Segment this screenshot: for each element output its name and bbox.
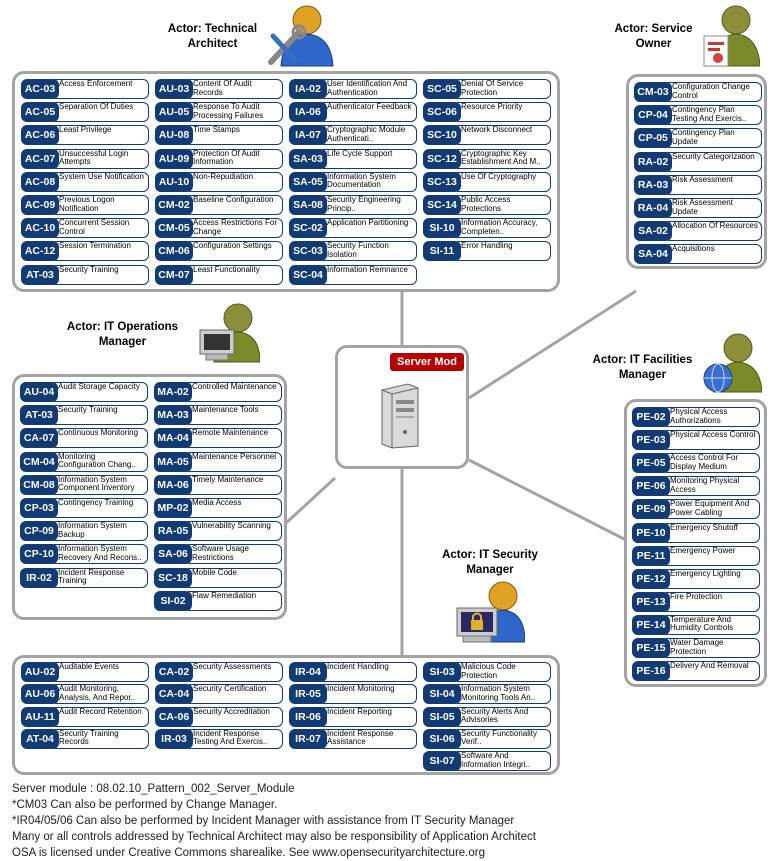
- control-title: Time Stamps: [189, 125, 283, 145]
- control-code: AC-12: [21, 241, 59, 261]
- control-code: SC-04: [289, 265, 327, 285]
- control-title: Security Engineering Princip..: [323, 195, 417, 215]
- control-code: SC-14: [423, 195, 461, 215]
- control-code: RA-05: [154, 521, 192, 541]
- control-title: Maintenance Tools: [188, 405, 282, 425]
- control-ca-04: [155, 684, 283, 704]
- control-ia-07: [289, 125, 417, 145]
- control-code: SC-02: [289, 218, 327, 238]
- control-code: RA-04: [634, 198, 672, 218]
- control-at-03: [20, 405, 148, 425]
- control-code: IR-05: [289, 684, 327, 704]
- control-code: CM-07: [155, 265, 193, 285]
- control-title: Mobile Code: [188, 568, 282, 588]
- control-title: Allocation Of Resources: [668, 221, 762, 241]
- control-code: CM-02: [155, 195, 193, 215]
- control-si-03: [423, 662, 551, 682]
- control-title: Network Disconnect: [457, 125, 551, 145]
- control-si-04: [423, 684, 551, 704]
- control-code: SC-06: [423, 102, 461, 122]
- control-code: CA-06: [155, 707, 193, 727]
- control-sa-06: [154, 544, 282, 564]
- note-ir: *IR04/05/06 Can also be performed by Incident Manager with assistance from IT Security Manager: [12, 815, 515, 827]
- control-au-02: [21, 662, 149, 682]
- control-code: AT-04: [21, 729, 59, 749]
- control-code: SA-06: [154, 544, 192, 564]
- control-au-03: [155, 79, 283, 99]
- control-code: AU-08: [155, 125, 193, 145]
- it-operations-person-icon: [198, 300, 260, 364]
- control-ac-03: [21, 79, 149, 99]
- control-ac-12: [21, 241, 149, 261]
- control-code: AU-09: [155, 149, 193, 169]
- control-ir-03: [155, 729, 283, 749]
- control-code: PE-09: [632, 499, 670, 519]
- actor-title-it-operations: Actor: IT Operations Manager: [66, 321, 179, 348]
- control-code: RA-02: [634, 152, 672, 172]
- control-title: Security Categorization: [668, 152, 762, 172]
- control-code: AU-03: [155, 79, 193, 99]
- control-code: AU-04: [20, 382, 58, 402]
- control-code: AT-03: [20, 405, 58, 425]
- control-title: Least Privilege: [55, 125, 149, 145]
- control-title: Auditable Events: [55, 662, 149, 682]
- control-title: Incident Response Testing And Exercis..: [189, 729, 283, 749]
- control-pe-06: [632, 476, 760, 496]
- control-cp-10: [20, 544, 148, 564]
- control-sc-18: [154, 568, 282, 588]
- control-au-08: [155, 125, 283, 145]
- control-code: AC-05: [21, 102, 59, 122]
- control-title: Power Equipment And Power Cabling: [666, 499, 760, 519]
- control-code: SI-04: [423, 684, 461, 704]
- control-title: Vulnerability Scanning: [188, 521, 282, 541]
- control-title: Security Accreditation: [189, 707, 283, 727]
- control-code: MP-02: [154, 498, 192, 518]
- control-code: AC-07: [21, 149, 59, 169]
- control-title: Information Accuracy, Completen..: [457, 218, 551, 238]
- control-sc-06: [423, 102, 551, 122]
- control-title: Concurrent Session Control: [55, 218, 149, 238]
- control-title: Temperature And Humidity Controls: [666, 615, 760, 635]
- control-code: SC-13: [423, 172, 461, 192]
- control-code: IA-06: [289, 102, 327, 122]
- control-ac-05: [21, 102, 149, 122]
- control-title: Incident Reporting: [323, 707, 417, 727]
- control-si-05: [423, 707, 551, 727]
- control-title: Non-Repudiation: [189, 172, 283, 192]
- control-ma-06: [154, 475, 282, 495]
- control-code: PE-05: [632, 453, 670, 473]
- actor-title-it-security: Actor: IT Security Manager: [442, 549, 538, 576]
- control-code: MA-06: [154, 475, 192, 495]
- control-title: Access Restrictions For Change: [189, 218, 283, 238]
- control-cm-06: [155, 241, 283, 261]
- control-au-05: [155, 102, 283, 122]
- control-title: Audit Record Retention: [55, 707, 149, 727]
- control-title: Unsuccessful Login Attempts: [55, 149, 149, 169]
- control-code: CA-04: [155, 684, 193, 704]
- control-title: Session Termination: [55, 241, 149, 261]
- control-code: CM-06: [155, 241, 193, 261]
- control-code: PE-16: [632, 661, 670, 681]
- control-ra-05: [154, 521, 282, 541]
- control-code: CP-09: [20, 521, 58, 541]
- control-title: Emergency Lighting: [666, 569, 760, 589]
- server-icon: [378, 382, 422, 450]
- control-ma-05: [154, 452, 282, 472]
- control-code: AC-08: [21, 172, 59, 192]
- control-sa-08: [289, 195, 417, 215]
- control-code: CA-07: [20, 428, 58, 448]
- control-code: IR-04: [289, 662, 327, 682]
- control-ca-02: [155, 662, 283, 682]
- control-sc-03: [289, 241, 417, 261]
- control-code: CP-03: [20, 498, 58, 518]
- control-code: PE-11: [632, 546, 670, 566]
- control-title: Access Enforcement: [55, 79, 149, 99]
- control-title: Response To Audit Processing Failures: [189, 102, 283, 122]
- control-title: Malicious Code Protection: [457, 662, 551, 682]
- control-code: AC-06: [21, 125, 59, 145]
- control-title: Physical Access Authorizations: [666, 407, 760, 427]
- control-title: Baseline Configuration: [189, 195, 283, 215]
- control-title: System Use Notification: [55, 172, 149, 192]
- control-sc-05: [423, 79, 551, 99]
- control-sa-02: [634, 221, 762, 241]
- control-code: MA-02: [154, 382, 192, 402]
- control-title: Risk Assessment Update: [668, 198, 762, 218]
- it-security-person-icon: [455, 578, 525, 646]
- control-code: PE-03: [632, 430, 670, 450]
- control-code: PE-12: [632, 569, 670, 589]
- control-ma-04: [154, 428, 282, 448]
- control-title: Security Certification: [189, 684, 283, 704]
- control-title: Application Partitioning: [323, 218, 417, 238]
- control-mp-02: [154, 498, 282, 518]
- control-code: RA-03: [634, 175, 672, 195]
- control-title: Fire Protection: [666, 592, 760, 612]
- control-sa-05: [289, 172, 417, 192]
- actor-title-technical-architect: Actor: Technical Architect: [167, 23, 258, 50]
- control-code: SI-02: [154, 591, 192, 611]
- control-si-02: [154, 591, 282, 611]
- control-title: Monitoring Configuration Chang..: [54, 452, 148, 472]
- control-title: Software Usage Restrictions: [188, 544, 282, 564]
- control-ac-09: [21, 195, 149, 215]
- control-ia-02: [289, 79, 417, 99]
- technical-architect-panel: [12, 71, 560, 292]
- control-sc-12: [423, 149, 551, 169]
- control-ca-06: [155, 707, 283, 727]
- server-module-title: Server Mod: [390, 353, 464, 371]
- control-code: SC-05: [423, 79, 461, 99]
- control-ir-06: [289, 707, 417, 727]
- control-ra-03: [634, 175, 762, 195]
- control-ac-06: [21, 125, 149, 145]
- control-title: Security Functionality Verif..: [457, 729, 551, 749]
- control-au-11: [21, 707, 149, 727]
- control-title: Controlled Maintenance: [188, 382, 282, 402]
- control-ir-07: [289, 729, 417, 749]
- service-owner-panel: [626, 74, 767, 269]
- control-code: AT-03: [21, 265, 59, 285]
- control-cp-09: [20, 521, 148, 541]
- technical-architect-person-icon: [265, 2, 335, 68]
- it-operations-panel: [12, 374, 287, 620]
- control-title: Configuration Settings: [189, 241, 283, 261]
- control-title: Incident Response Assistance: [323, 729, 417, 749]
- control-title: Information System Monitoring Tools An..: [457, 684, 551, 704]
- control-code: PE-14: [632, 615, 670, 635]
- control-title: Physical Access Control: [666, 430, 760, 450]
- control-title: User Identification And Authentication: [323, 79, 417, 99]
- control-code: AU-11: [21, 707, 59, 727]
- control-code: SA-03: [289, 149, 327, 169]
- control-pe-02: [632, 407, 760, 427]
- control-si-11: [423, 241, 551, 261]
- control-title: Denial Of Service Protection: [457, 79, 551, 99]
- control-title: Information Remnance: [323, 265, 417, 285]
- control-title: Resource Priority: [457, 102, 551, 122]
- control-title: Information System Component Inventory: [54, 475, 148, 495]
- control-ir-02: [20, 568, 148, 588]
- control-title: Audit Storage Capacity: [54, 382, 148, 402]
- control-code: PE-02: [632, 407, 670, 427]
- control-code: SI-03: [423, 662, 461, 682]
- control-cm-05: [155, 218, 283, 238]
- control-ia-06: [289, 102, 417, 122]
- control-title: Use Of Cryptography: [457, 172, 551, 192]
- control-title: Flaw Remediation: [188, 591, 282, 611]
- control-cm-02: [155, 195, 283, 215]
- control-title: Least Functionality: [189, 265, 283, 285]
- control-ac-07: [21, 149, 149, 169]
- control-code: SC-10: [423, 125, 461, 145]
- control-title: Separation Of Duties: [55, 102, 149, 122]
- control-ac-10: [21, 218, 149, 238]
- control-code: AC-10: [21, 218, 59, 238]
- it-facilities-panel: [624, 399, 767, 687]
- control-si-10: [423, 218, 551, 238]
- actor-title-it-facilities: Actor: IT Facilities Manager: [592, 354, 693, 381]
- control-title: Risk Assessment: [668, 175, 762, 195]
- control-ma-02: [154, 382, 282, 402]
- control-title: Incident Handling: [323, 662, 417, 682]
- control-code: IA-07: [289, 125, 327, 145]
- control-title: Public Access Protections: [457, 195, 551, 215]
- control-title: Timely Maintenance: [188, 475, 282, 495]
- control-title: Media Access: [188, 498, 282, 518]
- control-ir-04: [289, 662, 417, 682]
- control-title: Security Alerts And Advisories: [457, 707, 551, 727]
- control-title: Protection Of Audit Information: [189, 149, 283, 169]
- control-code: CA-02: [155, 662, 193, 682]
- control-code: SI-10: [423, 218, 461, 238]
- control-au-09: [155, 149, 283, 169]
- control-title: Contingency Plan Update: [668, 128, 762, 148]
- control-code: SI-05: [423, 707, 461, 727]
- control-title: Security Training Records: [55, 729, 149, 749]
- control-code: AU-05: [155, 102, 193, 122]
- control-pe-13: [632, 592, 760, 612]
- control-code: IR-07: [289, 729, 327, 749]
- control-title: Incident Monitoring: [323, 684, 417, 704]
- it-security-panel: [12, 655, 560, 775]
- control-code: SC-18: [154, 568, 192, 588]
- control-code: SI-07: [423, 751, 461, 771]
- control-title: Security Training: [55, 265, 149, 285]
- note-cm03: *CM03 Can also be performed by Change Manager.: [12, 799, 278, 811]
- control-ra-04: [634, 198, 762, 218]
- control-au-04: [20, 382, 148, 402]
- control-title: Contingency Plan Testing And Exercis..: [668, 105, 762, 125]
- control-title: Error Handling: [457, 241, 551, 261]
- control-code: CP-05: [634, 128, 672, 148]
- control-code: PE-15: [632, 638, 670, 658]
- control-cm-08: [20, 475, 148, 495]
- control-pe-14: [632, 615, 760, 635]
- control-code: CP-04: [634, 105, 672, 125]
- control-code: IR-06: [289, 707, 327, 727]
- control-code: PE-06: [632, 476, 670, 496]
- control-title: Maintenance Personnel: [188, 452, 282, 472]
- control-sa-03: [289, 149, 417, 169]
- control-ca-07: [20, 428, 148, 448]
- it-facilities-person-icon: [700, 330, 762, 394]
- control-title: Remote Maintenance: [188, 428, 282, 448]
- control-code: CM-03: [634, 82, 672, 102]
- control-cm-04: [20, 452, 148, 472]
- control-pe-05: [632, 453, 760, 473]
- control-code: IR-03: [155, 729, 193, 749]
- control-title: Software And Information Integri..: [457, 751, 551, 771]
- control-cm-07: [155, 265, 283, 285]
- control-title: Monitoring Physical Access: [666, 476, 760, 496]
- control-cm-03: [634, 82, 762, 102]
- control-code: MA-04: [154, 428, 192, 448]
- control-sc-13: [423, 172, 551, 192]
- control-title: Configuration Change Control: [668, 82, 762, 102]
- control-code: IA-02: [289, 79, 327, 99]
- control-sa-04: [634, 244, 762, 264]
- control-code: AU-10: [155, 172, 193, 192]
- control-sc-02: [289, 218, 417, 238]
- control-at-03: [21, 265, 149, 285]
- control-cp-04: [634, 105, 762, 125]
- control-title: Emergency Power: [666, 546, 760, 566]
- footnotes: [12, 781, 536, 861]
- control-ma-03: [154, 405, 282, 425]
- control-cp-05: [634, 128, 762, 148]
- control-title: Emergency Shutoff: [666, 523, 760, 543]
- control-title: Information System Backup: [54, 521, 148, 541]
- control-pe-03: [632, 430, 760, 450]
- control-title: Continuous Monitoring: [54, 428, 148, 448]
- control-pe-10: [632, 523, 760, 543]
- control-pe-11: [632, 546, 760, 566]
- control-code: SC-03: [289, 241, 327, 261]
- control-code: AC-09: [21, 195, 59, 215]
- control-code: CM-08: [20, 475, 58, 495]
- control-title: Authenticator Feedback: [323, 102, 417, 122]
- control-title: Contingency Training: [54, 498, 148, 518]
- control-pe-09: [632, 499, 760, 519]
- control-title: Cryptographic Module Authenticati..: [323, 125, 417, 145]
- control-title: Delivery And Removal: [666, 661, 760, 681]
- control-code: SI-06: [423, 729, 461, 749]
- service-owner-person-icon: [700, 2, 760, 68]
- control-title: Water Damage Protection: [666, 638, 760, 658]
- control-pe-16: [632, 661, 760, 681]
- control-sc-04: [289, 265, 417, 285]
- control-title: Acquisitions: [668, 244, 762, 264]
- control-title: Security Training: [54, 405, 148, 425]
- control-code: CP-10: [20, 544, 58, 564]
- control-au-10: [155, 172, 283, 192]
- control-title: Life Cycle Support: [323, 149, 417, 169]
- control-cp-03: [20, 498, 148, 518]
- control-code: MA-03: [154, 405, 192, 425]
- control-title: Access Control For Display Medium: [666, 453, 760, 473]
- control-pe-15: [632, 638, 760, 658]
- control-title: Security Function Isolation: [323, 241, 417, 261]
- control-sc-10: [423, 125, 551, 145]
- control-ac-08: [21, 172, 149, 192]
- control-code: PE-10: [632, 523, 670, 543]
- control-code: PE-13: [632, 592, 670, 612]
- note-license: OSA is licensed under Creative Commons sharealike. See www.opensecurityarchitecture.org: [12, 847, 485, 859]
- control-code: CM-05: [155, 218, 193, 238]
- control-code: SA-02: [634, 221, 672, 241]
- control-sc-14: [423, 195, 551, 215]
- control-title: Audit Monitoring, Analysis, And Repor..: [55, 684, 149, 704]
- control-title: Content Of Audit Records: [189, 79, 283, 99]
- control-at-04: [21, 729, 149, 749]
- control-pe-12: [632, 569, 760, 589]
- control-ir-05: [289, 684, 417, 704]
- note-server-module: Server module : 08.02.10_Pattern_002_Server_Module: [12, 783, 295, 795]
- control-title: Cryptographic Key Establishment And M..: [457, 149, 551, 169]
- control-au-06: [21, 684, 149, 704]
- control-code: SA-04: [634, 244, 672, 264]
- note-application-architect: Many or all controls addressed by Technical Architect may also be responsibility of Application Architect: [12, 831, 536, 843]
- control-ra-02: [634, 152, 762, 172]
- control-si-07: [423, 751, 551, 771]
- control-title: Previous Logon Notification: [55, 195, 149, 215]
- control-code: CM-04: [20, 452, 58, 472]
- control-title: Information System Documentation: [323, 172, 417, 192]
- control-code: SC-12: [423, 149, 461, 169]
- control-title: Incident Response Training: [54, 568, 148, 588]
- control-code: SA-05: [289, 172, 327, 192]
- server-module-box: [335, 345, 469, 469]
- control-code: AC-03: [21, 79, 59, 99]
- actor-title-service-owner: Actor: Service Owner: [614, 23, 693, 50]
- control-code: SA-08: [289, 195, 327, 215]
- control-code: SI-11: [423, 241, 461, 261]
- control-si-06: [423, 729, 551, 749]
- control-code: MA-05: [154, 452, 192, 472]
- control-title: Information System Recovery And Recons..: [54, 544, 148, 564]
- control-code: AU-06: [21, 684, 59, 704]
- control-code: IR-02: [20, 568, 58, 588]
- control-code: AU-02: [21, 662, 59, 682]
- control-title: Security Assessments: [189, 662, 283, 682]
